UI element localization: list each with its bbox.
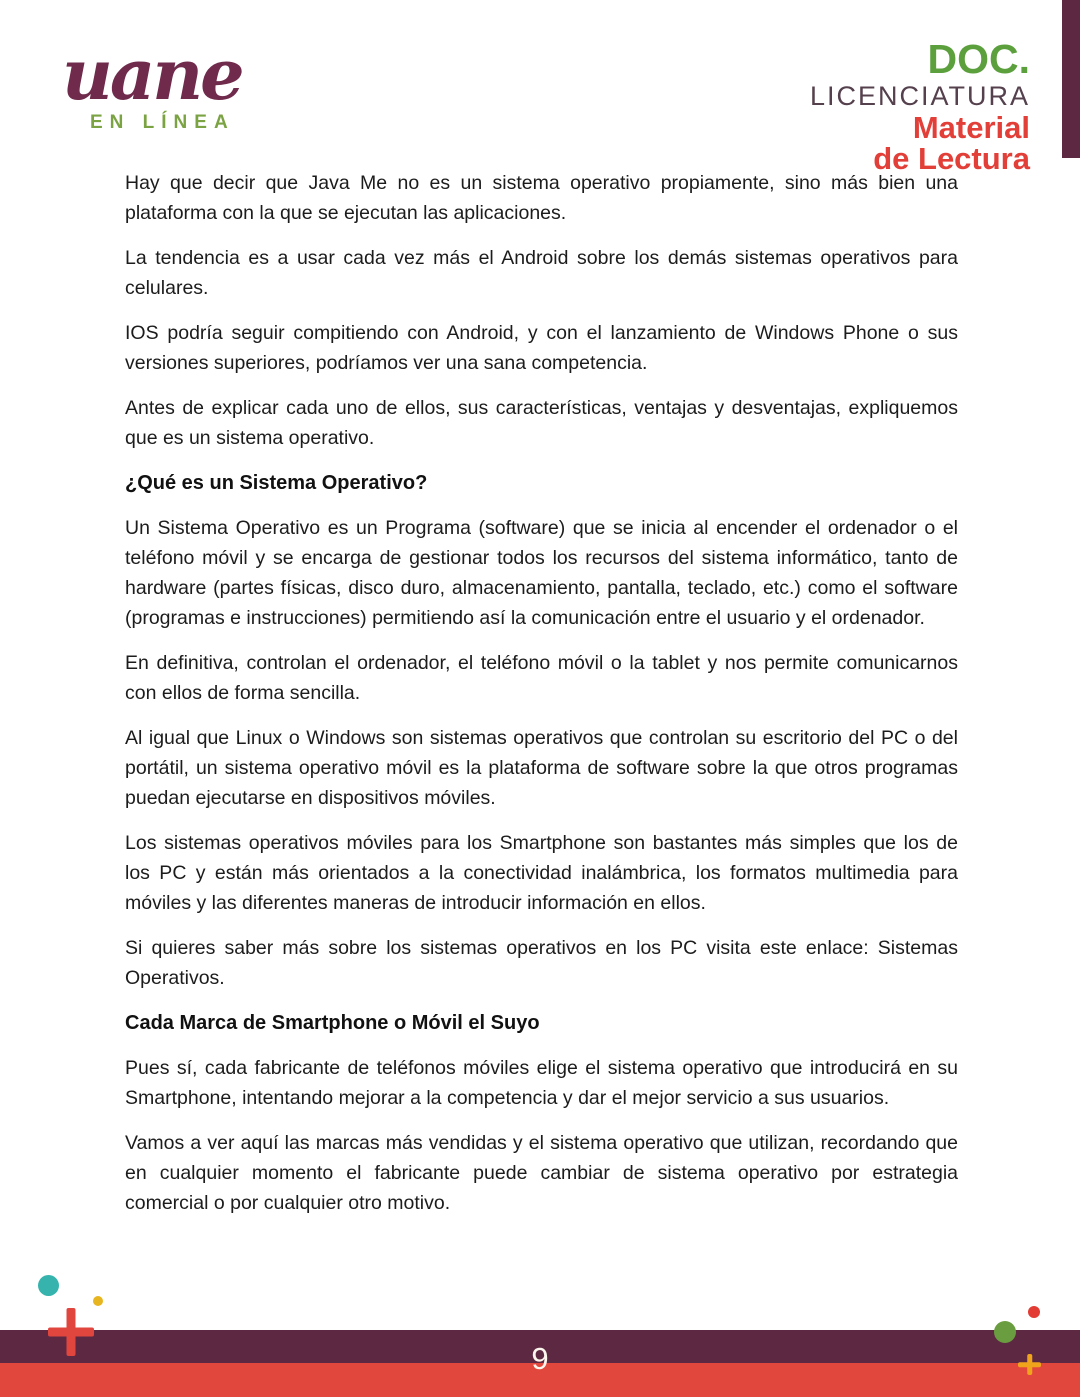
- material-label-line1: Material: [912, 110, 1030, 145]
- paragraph: Al igual que Linux o Windows son sistemas operativos que controlan su escritorio del PC o del portátil, un sistema operativo móvil es la plataforma de software sobre la que otros programas puedan ejecutarse en dispositivos móviles.: [125, 727, 958, 809]
- green-dot-decoration: [994, 1321, 1016, 1343]
- paragraph: Hay que decir que Java Me no es un sistema operativo propiamente, sino más bien una plataforma con la que se ejecutan las aplicaciones.: [125, 172, 958, 224]
- teal-dot-decoration: [38, 1275, 59, 1296]
- program-label: LICENCIATURA: [809, 81, 1030, 111]
- uane-logo-tagline: EN LÍNEA: [90, 112, 235, 133]
- orange-plus-icon: [1018, 1354, 1041, 1375]
- paragraph: Un Sistema Operativo es un Programa (software) que se inicia al encender el ordenador o el teléfono móvil y se encarga de gestionar todos los recursos del sistema informático, tanto de hardware (partes físicas, disco duro, almacenamiento, pantalla, teclado, etc.) como el software (programas e instrucciones) permitiendo así la comunicación entre el usuario y el ordenador.: [125, 517, 958, 629]
- yellow-dot-decoration: [93, 1296, 103, 1306]
- red-dot-decoration: [1028, 1306, 1040, 1318]
- document-body: [125, 168, 958, 1233]
- paragraph: En definitiva, controlan el ordenador, el teléfono móvil o la tablet y nos permite comunicarnos con ellos de forma sencilla.: [125, 652, 958, 704]
- paragraph: Pues sí, cada fabricante de teléfonos móviles elige el sistema operativo que introducirá en su Smartphone, intentando mejorar a la competencia y dar el mejor servicio a sus usuarios.: [125, 1057, 958, 1109]
- material-label-line2: de Lectura: [873, 141, 1030, 176]
- paragraph: Antes de explicar cada uno de ellos, sus características, ventajas y desventajas, expliquemos que es un sistema operativo.: [125, 397, 958, 449]
- page-number: 9: [531, 1341, 549, 1376]
- paragraph: Vamos a ver aquí las marcas más vendidas y el sistema operativo que utilizan, recordando que en cualquier momento el fabricante puede cambiar de sistema operativo por estrategia comercial o por cualquier otro motivo.: [125, 1132, 958, 1214]
- paragraph: Los sistemas operativos móviles para los Smartphone son bastantes más simples que los de los PC y están más orientados a la conectividad inalámbrica, los formatos multimedia para móviles y las diferentes maneras de introducir información en ellos.: [125, 832, 958, 914]
- section-heading: Cada Marca de Smartphone o Móvil el Suyo: [125, 1012, 540, 1034]
- uane-logo-text: uane: [62, 33, 242, 116]
- paragraph: La tendencia es a usar cada vez más el Android sobre los demás sistemas operativos para celulares.: [125, 247, 958, 299]
- red-plus-icon: [48, 1308, 94, 1356]
- masthead: [810, 38, 1030, 174]
- section-heading: ¿Qué es un Sistema Operativo?: [125, 472, 428, 494]
- doc-type-label: DOC.: [927, 36, 1030, 82]
- paragraph: Si quieres saber más sobre los sistemas operativos en los PC visita este enlace: Sistemas Operativos.: [125, 937, 958, 989]
- paragraph: IOS podría seguir compitiendo con Android, y con el lanzamiento de Windows Phone o sus versiones superiores, podríamos ver una sana competencia.: [125, 322, 958, 374]
- corner-tab-decoration: [1062, 0, 1080, 158]
- uane-logo: [62, 33, 242, 134]
